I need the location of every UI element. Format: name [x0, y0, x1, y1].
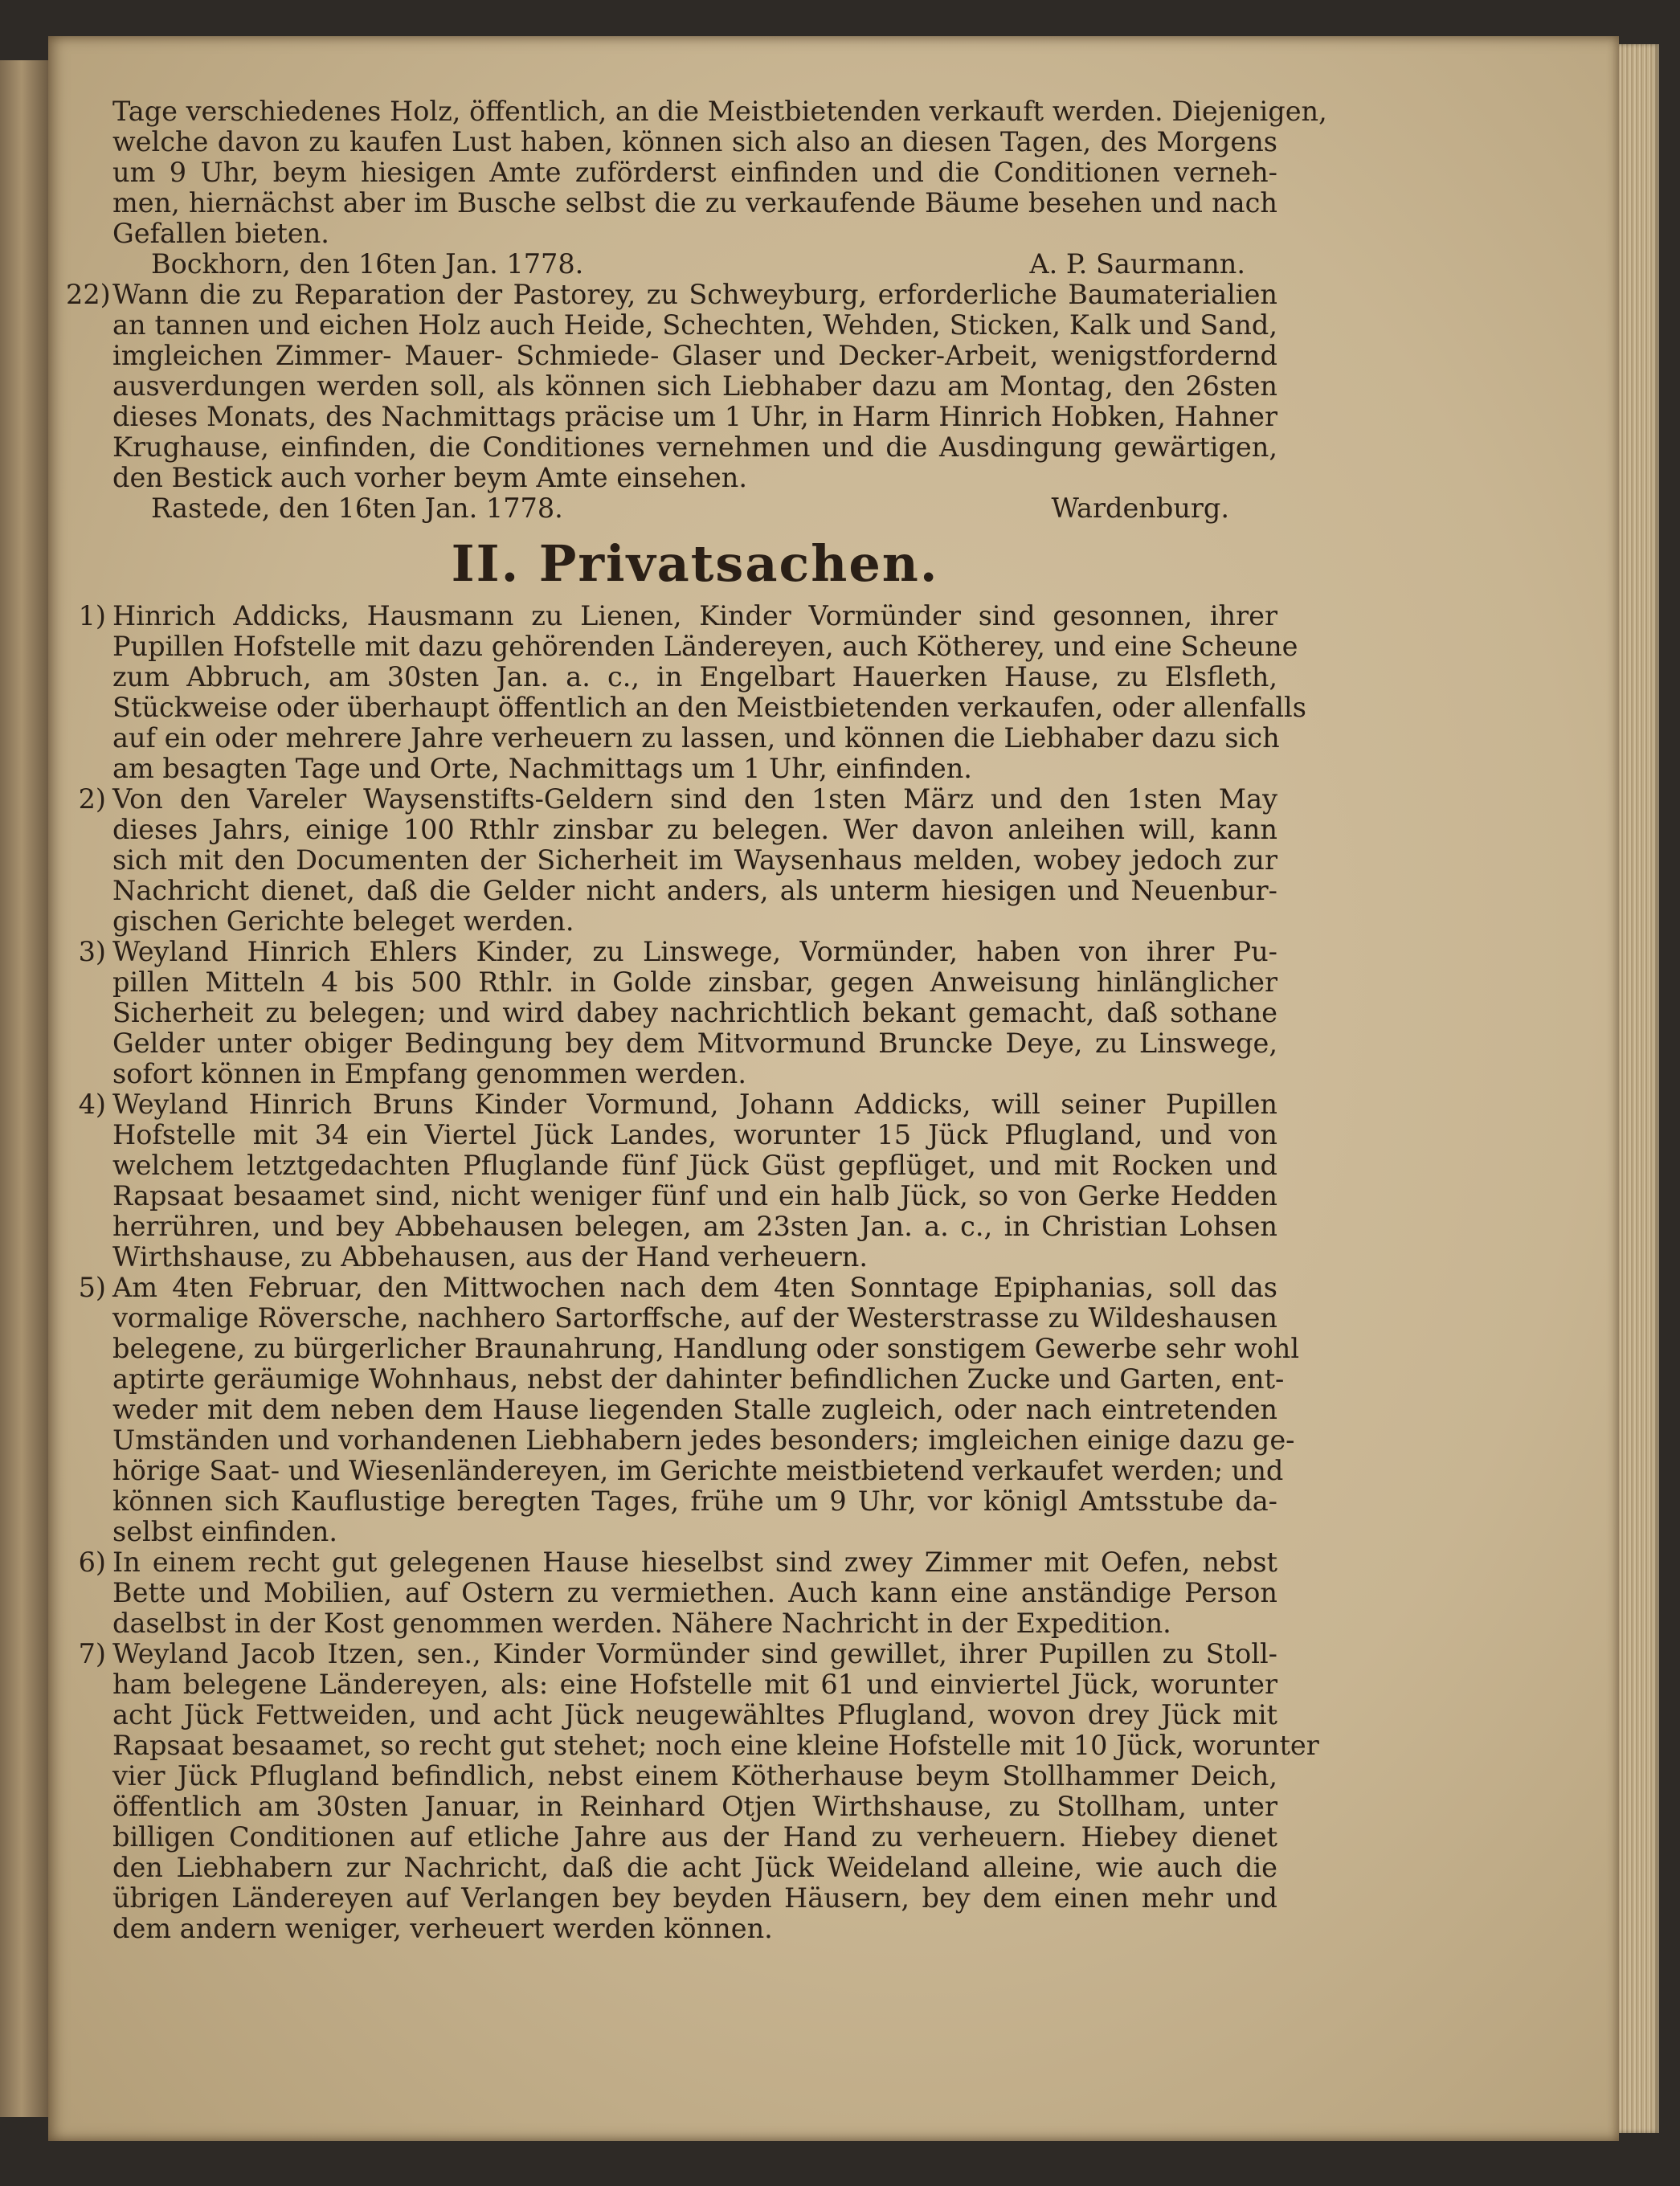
text-line: Umständen und vorhandenen Liebhabern jedes besonders; imgleichen einige dazu ge- — [112, 1424, 1295, 1456]
text-line: Weyland Hinrich Ehlers Kinder, zu Linswege, Vormünder, haben von ihrer Pu- — [112, 936, 1277, 967]
notice-item — [78, 783, 1277, 937]
text-line: den Bestick auch vorher beym Amte einsehen. — [112, 462, 747, 493]
signature-name: A. P. Saurmann. — [1029, 248, 1245, 280]
signature-line-1 — [112, 249, 1277, 280]
text-line: um 9 Uhr, beym hiesigen Amte zuförderst einfinden und die Conditionen verneh- — [112, 157, 1277, 188]
notice-item — [78, 1638, 1319, 1944]
signature-place-date: Bockhorn, den 16ten Jan. 1778. — [151, 248, 584, 280]
text-line: Gelder unter obiger Bedingung bey dem Mitvormund Bruncke Deye, zu Linswege, — [112, 1028, 1277, 1059]
text-line: vier Jück Pflugland befindlich, nebst einem Kötherhause beym Stollhammer Deich, — [112, 1760, 1277, 1792]
item-number: 3) — [78, 936, 106, 967]
text-line: Krughause, einfinden, die Conditiones vernehmen und die Ausdingung gewärtigen, — [112, 431, 1277, 463]
text-line: öffentlich am 30sten Januar, in Reinhard Otjen Wirthshause, zu Stollham, unter — [112, 1791, 1277, 1822]
text-line: welchem letztgedachten Pfluglande fünf Jück Güst gepflüget, und mit Rocken und — [112, 1150, 1277, 1181]
item-number: 5) — [78, 1272, 106, 1303]
text-line: Weyland Hinrich Bruns Kinder Vormund, Johann Addicks, will seiner Pupillen — [112, 1089, 1277, 1120]
left-page-edge — [0, 60, 48, 2117]
text-line: Stückweise oder überhaupt öffentlich an den Meistbietenden verkaufen, oder allenfalls — [112, 692, 1306, 723]
item-number: 6) — [78, 1547, 106, 1578]
text-line: auf ein oder mehrere Jahre verheuern zu lassen, und können die Liebhaber dazu sich — [112, 722, 1280, 754]
item-number: 1) — [78, 600, 106, 631]
notice-item — [78, 600, 1306, 784]
signature-place-date: Rastede, den 16ten Jan. 1778. — [151, 492, 563, 524]
book-fore-edge — [1619, 44, 1659, 2133]
notice-item — [78, 1547, 1277, 1639]
text-line: Von den Vareler Waysenstifts-Geldern sind den 1sten März und den 1sten May — [112, 783, 1277, 815]
text-line: zum Abbruch, am 30sten Jan. a. c., in Engelbart Hauerken Hause, zu Elsfleth, — [112, 661, 1277, 693]
item-number: 2) — [78, 783, 106, 815]
text-line: Nachricht dienet, daß die Gelder nicht anders, als unterm hiesigen und Neuenbur- — [112, 875, 1277, 906]
page-text — [66, 96, 1327, 1944]
notice-item — [78, 936, 1277, 1089]
item-number: 22) — [66, 279, 111, 310]
text-line: gischen Gerichte beleget werden. — [112, 905, 574, 937]
text-line: Hinrich Addicks, Hausmann zu Lienen, Kinder Vormünder sind gesonnen, ihrer — [112, 600, 1277, 631]
text-line: sofort können in Empfang genommen werden. — [112, 1058, 746, 1089]
text-line: Sicherheit zu belegen; und wird dabey nachrichtlich bekant gemacht, daß sothane — [112, 997, 1277, 1028]
text-line: dieses Jahrs, einige 100 Rthlr zinsbar zu belegen. Wer davon anleihen will, kann — [112, 814, 1277, 845]
text-line: sich mit den Documenten der Sicherheit im Waysenhaus melden, wobey jedoch zur — [112, 844, 1277, 876]
text-line: daselbst in der Kost genommen werden. Nähere Nachricht in der Expedition. — [112, 1608, 1171, 1639]
text-line: pillen Mitteln 4 bis 500 Rthlr. in Golde zinsbar, gegen Anweisung hinlänglicher — [112, 966, 1277, 998]
text-line: Hofstelle mit 34 ein Viertel Jück Landes, worunter 15 Jück Pflugland, und von — [112, 1119, 1277, 1150]
text-line: dieses Monats, des Nachmittags präcise um 1 Uhr, in Harm Hinrich Hobken, Hahner — [112, 401, 1277, 432]
text-line: men, hiernächst aber im Busche selbst die zu verkaufende Bäume besehen und nach — [112, 187, 1277, 219]
text-line: können sich Kauflustige beregten Tages, frühe um 9 Uhr, vor königl Amtsstube da- — [112, 1485, 1277, 1517]
text-line: belegene, zu bürgerlicher Braunahrung, Handlung oder sonstigem Gewerbe sehr wohl — [112, 1333, 1300, 1364]
text-line: acht Jück Fettweiden, und acht Jück neugewähltes Pflugland, wovon drey Jück mit — [112, 1699, 1277, 1730]
text-line: Rapsaat besaamet, so recht gut stehet; noch eine kleine Hofstelle mit 10 Jück, worunter — [112, 1730, 1319, 1761]
private-notices — [78, 600, 1319, 1944]
text-line: vormalige Röversche, nachhero Sartorffsche, auf der Westerstrasse zu Wildeshausen — [112, 1302, 1277, 1334]
text-line: am besagten Tage und Orte, Nachmittags um 1 Uhr, einfinden. — [112, 753, 972, 784]
text-line: imgleichen Zimmer- Mauer- Schmiede- Glaser und Decker-Arbeit, wenigstfordernd — [112, 340, 1277, 371]
text-line: ham belegene Ländereyen, als: eine Hofstelle mit 61 und einviertel Jück, worunter — [112, 1669, 1277, 1700]
text-line: dem andern weniger, verheuert werden können. — [112, 1913, 773, 1944]
notice-item — [78, 1089, 1277, 1273]
text-line: In einem recht gut gelegenen Hause hieselbst sind zwey Zimmer mit Oefen, nebst — [112, 1547, 1277, 1578]
text-line: hörige Saat- und Wiesenländereyen, im Gerichte meistbietend verkaufet werden; und — [112, 1455, 1284, 1486]
text-line: Am 4ten Februar, den Mittwochen nach dem 4ten Sonntage Epiphanias, soll das — [112, 1272, 1277, 1303]
text-line: herrühren, und bey Abbehausen belegen, am 23sten Jan. a. c., in Christian Lohsen — [112, 1211, 1277, 1242]
section-heading: II. Privatsachen. — [451, 534, 939, 593]
text-line: Rapsaat besaamet sind, nicht weniger fünf und ein halb Jück, so von Gerke Hedden — [112, 1180, 1277, 1211]
text-line: Weyland Jacob Itzen, sen., Kinder Vormünder sind gewillet, ihrer Pupillen zu Stoll- — [112, 1638, 1277, 1669]
signature-name: Wardenburg. — [1051, 492, 1229, 524]
signature-line-2 — [112, 493, 1277, 524]
text-line: Pupillen Hofstelle mit dazu gehörenden Ländereyen, auch Kötherey, und eine Scheune — [112, 631, 1298, 662]
text-line: ausverdungen werden soll, als können sich Liebhaber dazu am Montag, den 26sten — [112, 370, 1277, 402]
carryover-notice — [112, 96, 1327, 249]
text-line: Wirthshause, zu Abbehausen, aus der Hand verheuern. — [112, 1241, 869, 1273]
notice-item — [78, 1272, 1300, 1547]
notice-item-22 — [66, 279, 1277, 493]
text-line: weder mit dem neben dem Hause liegenden Stalle zugleich, oder nach eintretenden — [112, 1394, 1277, 1425]
text-line: billigen Conditionen auf etliche Jahre aus der Hand zu verheuern. Hiebey dienet — [112, 1821, 1277, 1853]
text-line: an tannen und eichen Holz auch Heide, Schechten, Wehden, Sticken, Kalk und Sand, — [112, 309, 1277, 341]
item-number: 7) — [78, 1638, 106, 1669]
text-line: übrigen Ländereyen auf Verlangen bey beyden Häusern, bey dem einen mehr und — [112, 1882, 1277, 1914]
text-line: Wann die zu Reparation der Pastorey, zu Schweyburg, erforderliche Baumaterialien — [112, 279, 1277, 310]
text-line: aptirte geräumige Wohnhaus, nebst der dahinter befindlichen Zucke und Garten, ent- — [112, 1363, 1285, 1395]
text-line: Tage verschiedenes Holz, öffentlich, an die Meistbietenden verkauft werden. Diejenigen, — [112, 96, 1327, 127]
text-line: den Liebhabern zur Nachricht, daß die acht Jück Weideland alleine, wie auch die — [112, 1852, 1277, 1883]
text-line: selbst einfinden. — [112, 1516, 338, 1547]
item-number: 4) — [78, 1089, 106, 1120]
text-line: welche davon zu kaufen Lust haben, können sich also an diesen Tagen, des Morgens — [112, 126, 1277, 157]
text-line: Bette und Mobilien, auf Ostern zu vermiethen. Auch kann eine anständige Person — [112, 1577, 1277, 1608]
text-line: Gefallen bieten. — [112, 218, 329, 249]
